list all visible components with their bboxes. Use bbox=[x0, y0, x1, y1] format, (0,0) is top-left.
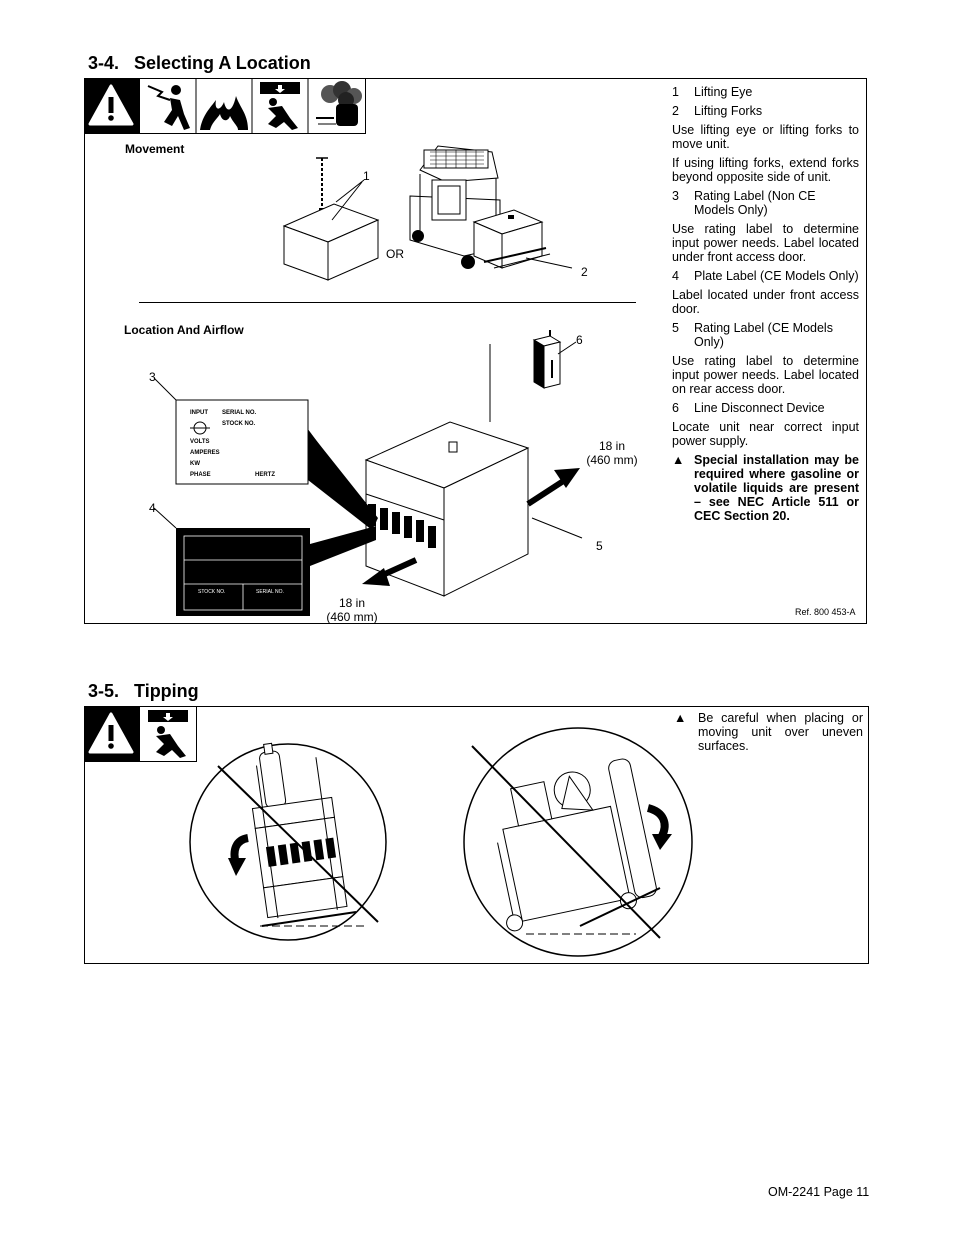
rating-input: INPUT bbox=[190, 410, 208, 416]
side-item-2: 2 Lifting Forks bbox=[672, 104, 763, 118]
location-airflow-heading: Location And Airflow bbox=[124, 323, 244, 337]
tipping-illustration-left bbox=[188, 726, 388, 964]
side-para: If using lifting forks, extend forks beyond opposite side of unit. bbox=[672, 156, 859, 184]
warning-block bbox=[84, 78, 139, 134]
side-item-3: 3 Rating Label (Non CE Models Only) bbox=[672, 189, 816, 217]
clearance-right bbox=[586, 439, 638, 467]
divider bbox=[139, 302, 636, 303]
plate-serial: SERIAL NO. bbox=[256, 589, 284, 595]
side-item-1: 1 Lifting Eye bbox=[672, 85, 753, 99]
line-disconnect-device bbox=[534, 336, 560, 388]
callout-4: 4 bbox=[149, 501, 156, 515]
side-para: Use rating label to determine input power needs. Label located under front access door. bbox=[672, 222, 859, 264]
section-title-tipping: 3-5. Tipping bbox=[88, 681, 199, 701]
rating-phase: PHASE bbox=[190, 472, 211, 478]
warning-triangle-icon bbox=[84, 706, 139, 762]
side-para: Locate unit near correct input power supply. bbox=[672, 420, 859, 448]
warning-triangle-icon bbox=[84, 78, 139, 134]
side-para: Use lifting eye or lifting forks to move unit. bbox=[672, 123, 859, 151]
rating-kw: KW bbox=[190, 461, 200, 467]
warning-bullet-icon: ▲ bbox=[672, 453, 685, 467]
rating-label-box bbox=[176, 400, 378, 530]
rating-serial: SERIAL NO. bbox=[222, 410, 257, 416]
section-title-selecting-location: 3-4. Selecting A Location bbox=[88, 53, 311, 73]
falling-equipment-icon bbox=[260, 78, 308, 134]
fire-icon bbox=[200, 78, 252, 134]
callout-5: 5 bbox=[596, 539, 603, 553]
tipping-illustration-right bbox=[460, 726, 700, 964]
location-illustration bbox=[140, 330, 640, 620]
clearance-front-mm: (460 mm) bbox=[326, 610, 378, 624]
reference-number: Ref. 800 453-A bbox=[795, 607, 856, 617]
callout-6: 6 bbox=[576, 333, 583, 347]
or-label: OR bbox=[386, 247, 404, 261]
side-para: Use rating label to determine input power needs. Label located on rear access door. bbox=[672, 354, 859, 396]
clearance-front bbox=[325, 596, 379, 624]
side-para: Label located under front access door. bbox=[672, 288, 859, 316]
hazard-symbols bbox=[139, 78, 366, 134]
tipping-warning: ▲ Be careful when placing or moving unit over uneven surfaces. bbox=[674, 711, 863, 753]
side-item-6: 6 Line Disconnect Device bbox=[672, 401, 825, 415]
fumes-icon bbox=[316, 81, 362, 126]
rating-volts: VOLTS bbox=[190, 439, 210, 445]
rating-amperes: AMPERES bbox=[190, 450, 220, 456]
side-item-4: 4 Plate Label (CE Models Only) bbox=[672, 269, 859, 283]
callout-1: 1 bbox=[363, 169, 370, 183]
electric-shock-icon bbox=[148, 78, 196, 134]
rating-hertz: HERTZ bbox=[255, 472, 275, 478]
warning-block-tipping bbox=[84, 706, 139, 762]
movement-heading: Movement bbox=[125, 142, 185, 156]
right-clearance-arrow bbox=[528, 468, 580, 504]
side-item-5: 5 Rating Label (CE Models Only) bbox=[672, 321, 833, 349]
plate-stock: STOCK NO. bbox=[198, 589, 226, 595]
clearance-right-mm: (460 mm) bbox=[586, 453, 638, 467]
callout-2: 2 bbox=[581, 265, 588, 279]
special-installation-warning: ▲ Special installation may be required where gasoline or volatile liquids are present – see NEC Article 511 or CEC Section 20. bbox=[672, 453, 859, 523]
page-footer: OM-2241 Page 11 bbox=[768, 1185, 870, 1199]
callout-3: 3 bbox=[149, 370, 156, 384]
location-side-text bbox=[672, 85, 859, 528]
forklift bbox=[410, 146, 550, 269]
warning-bullet-icon: ▲ bbox=[674, 711, 687, 725]
clearance-front-in: 18 in bbox=[338, 596, 366, 610]
rating-stock: STOCK NO. bbox=[222, 421, 256, 427]
clearance-right-in: 18 in bbox=[598, 439, 626, 453]
